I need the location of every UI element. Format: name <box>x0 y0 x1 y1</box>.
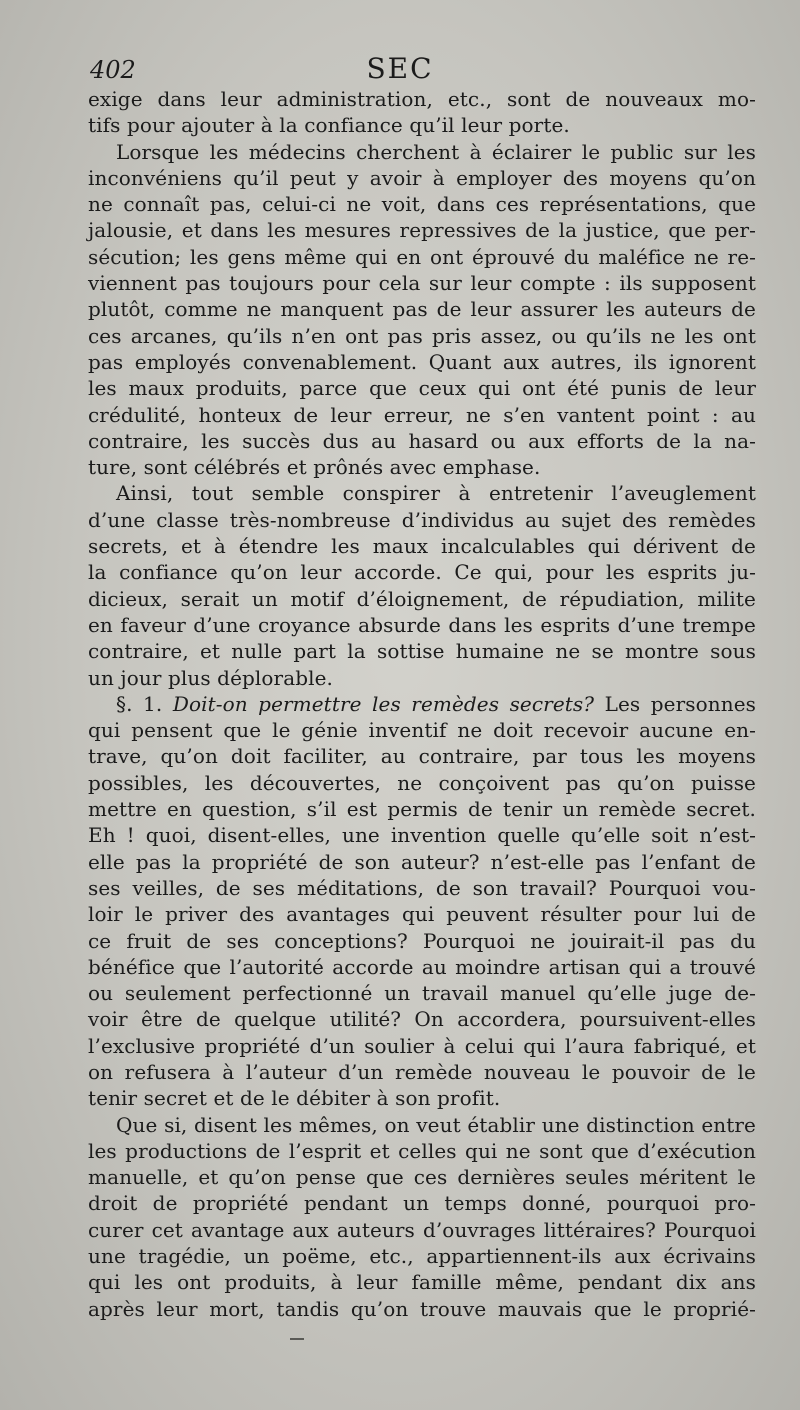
text-line: crédulité, honteux de leur erreur, ne s’en vantent point : au <box>88 402 756 427</box>
text-line: elle pas la propriété de son auteur? n’est-elle pas l’enfant de <box>88 849 756 874</box>
text-line: ses veilles, de ses méditations, de son travail? Pourquoi vou- <box>88 875 756 900</box>
text-line: loir le priver des avantages qui peuvent résulter pour lui de <box>88 902 756 927</box>
text-line: en faveur d’une croyance absurde dans les esprits d’une trempe <box>88 612 756 637</box>
text-line: possibles, les découvertes, ne conçoivent pas qu’on puisse <box>88 770 756 795</box>
text-line: inconvéniens qu’il peut y avoir à employer des moyens qu’on <box>88 165 756 190</box>
text-line: voir être de quelque utilité? On accordera, poursuivent-elles <box>88 1007 756 1032</box>
text-line: manuelle, et qu’on pense que ces dernières seules méritent le <box>88 1165 756 1190</box>
text-line: ne connaît pas, celui-ci ne voit, dans ces représentations, que <box>88 192 756 217</box>
text-line: contraire, et nulle part la sottise humaine ne se montre sous <box>88 639 756 664</box>
text-line: Que si, disent les mêmes, on veut établir une distinction entre <box>116 1112 756 1137</box>
text-line: curer cet avantage aux auteurs d’ouvrages littéraires? Pourquoi <box>88 1217 756 1242</box>
text-line: qui pensent que le génie inventif ne doit recevoir aucune en- <box>88 718 756 743</box>
section-marker: §. 1. <box>116 691 163 716</box>
section-heading-line <box>88 691 756 717</box>
text-line: les maux produits, parce que ceux qui ont été punis de leur <box>88 376 756 401</box>
text-line: tifs pour ajouter à la confiance qu’il leur porte. <box>88 113 570 138</box>
text-line: droit de propriété pendant un temps donné, pourquoi pro- <box>88 1191 756 1216</box>
text-line: une tragédie, un poëme, etc., appartiennent-ils aux écrivains <box>88 1244 756 1269</box>
text-line: viennent pas toujours pour cela sur leur compte : ils supposent <box>88 271 756 296</box>
text-line: plutôt, comme ne manquent pas de leur assurer les auteurs de <box>88 297 756 322</box>
paragraph-4 <box>88 691 756 1112</box>
text-line: contraire, les succès dus au hasard ou aux efforts de la na- <box>88 428 756 453</box>
paragraph-5 <box>88 1112 756 1322</box>
text-line: on refusera à l’auteur d’un remède nouveau le pouvoir de le <box>88 1059 756 1084</box>
text-line: jalousie, et dans les mesures repressives de la justice, que per- <box>88 218 756 243</box>
text-line: mettre en question, s’il est permis de tenir un remède secret. <box>88 797 756 822</box>
paragraph-3 <box>88 480 756 690</box>
text-line: secrets, et à étendre les maux incalculables qui dérivent de <box>88 534 756 559</box>
section-title: Doit-on permettre les remèdes secrets? <box>172 691 595 716</box>
text-line: Lorsque les médecins cherchent à éclairer le public sur les <box>116 139 756 164</box>
text-line: Eh ! quoi, disent-elles, une invention quelle qu’elle soit n’est- <box>88 823 756 848</box>
text-line: pas employés convenablement. Quant aux autres, ils ignorent <box>88 349 756 374</box>
text-line: d’une classe très-nombreuse d’individus au sujet des remèdes <box>88 507 756 532</box>
print-mark <box>290 1338 304 1340</box>
text-line: trave, qu’on doit faciliter, au contraire, par tous les moyens <box>88 744 756 769</box>
running-head: SEC <box>366 52 434 85</box>
text-line: un jour plus déplorable. <box>88 665 334 690</box>
paragraph-1 <box>88 86 756 139</box>
text-line: qui les ont produits, à leur famille même, pendant dix ans <box>88 1270 756 1295</box>
text-line: la confiance qu’on leur accorde. Ce qui, pour les esprits ju- <box>88 560 756 585</box>
text-line: Les personnes <box>604 691 756 716</box>
text-line: tenir secret et de le débiter à son profit. <box>88 1086 501 1111</box>
text-line: bénéfice que l’autorité accorde au moindre artisan qui a trouvé <box>88 954 756 979</box>
page-number: 402 <box>90 56 136 84</box>
text-line: ou seulement perfectionné un travail manuel qu’elle juge de- <box>88 981 756 1006</box>
text-line: ce fruit de ses conceptions? Pourquoi ne jouirait-il pas du <box>88 928 756 953</box>
text-line: exige dans leur administration, etc., sont de nouveaux mo- <box>88 87 756 111</box>
text-line: ture, sont célébrés et prônés avec emphase. <box>88 455 541 480</box>
text-line: après leur mort, tandis qu’on trouve mauvais que le proprié- <box>88 1296 756 1321</box>
text-line: dicieux, serait un motif d’éloignement, de répudiation, milite <box>88 586 756 611</box>
text-line: les productions de l’esprit et celles qui ne sont que d’exécution <box>88 1138 756 1163</box>
paragraph-2 <box>88 139 756 481</box>
text-line: ces arcanes, qu’ils n’en ont pas pris assez, ou qu’ils ne les ont <box>88 323 756 348</box>
body-text <box>88 86 756 1322</box>
text-line: l’exclusive propriété d’un soulier à celui qui l’aura fabriqué, et <box>88 1033 756 1058</box>
text-line: Ainsi, tout semble conspirer à entretenir l’aveuglement <box>116 481 756 506</box>
text-line: sécution; les gens même qui en ont éprouvé du maléfice ne re- <box>88 244 756 269</box>
